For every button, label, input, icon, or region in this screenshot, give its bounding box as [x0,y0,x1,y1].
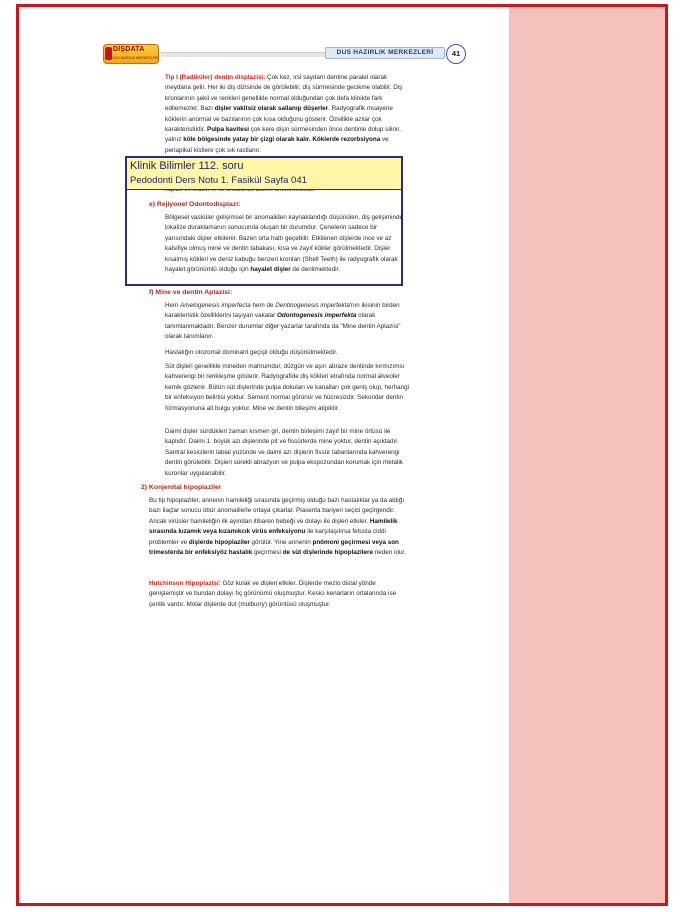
section-2-text-2: ile karşılaşılırsa fetusta ciddi problemler ve [149,528,386,546]
section-f-paragraph-2: Hastalığın otozomal dominant geçişli olduğu düşünülmektedir. [165,349,338,356]
side-panel [509,7,665,903]
section-f-italic-1: Amelogenesis imperfecta [180,302,251,309]
publisher-logo [103,44,159,64]
page-number: 41 [446,44,466,64]
tip1-text-2: . Radyografik muayene köklerin anormal ve bazılarının çok kısa olduğunu gösterir. Özellikle azılar çok karakteristiktir. [165,105,393,134]
logo-text: DİŞDATA [113,46,145,53]
section-2-text-1: Bu tip hipoplaziler, annenin hamileliği sırasında geçirmiş olduğu bazı hastalıklar ya da aldığı bazı ilaçlar sonucu öbür anomalilerle ortaya çıkarlar. Plasenta bariyeri seçici geçirgendir. Ancak virüsler hamileliğin ilk ayından itibaren bebeği ve dolayı ile dişleri etkiler. [149,497,405,525]
section-2-bold-4: de süt dişlerinde hipoplazilere [282,549,373,557]
section-e-text-1: Bölgesel vasküler gelişimsel bir anomaliden kaynaklandığı düşünülen, diş gelişiminde lokalize duraklamanın sonucunda oluşan bir durumdur. Çenelerin sadece bir yarısındaki dişler etkilenir. Bazen orta hattı geçebilir. Etkilenen dişlerde ince ve az kalsifiye olmuş mine ve dentin tabakası, kısa ve zayıf kökler görülmektedir. Dişler kısalmış kökleri ve deniz kabuğu benzeri kronları (Shell Teeth) ile radyografik olarak hayalet görünümlü olduğu için [165,214,404,274]
section-e-title: e) Rejiyonel Odontodisplazi: [149,201,241,208]
tip1-text-1: Çok kez, irsi saydam dentine paralel olarak meydana gelir. Her iki diş dizisinde de görülebilir, diş sürmesinde gecikme olabilir. Diş kronlarının şekil ve renkleri genellikle normal olduğundan çok defa klinikte fark edilemezler. Bazı [165,74,403,113]
header-label: DUS HAZIRLIK MERKEZLERİ [325,47,445,59]
tip1-text-4: ve periapikal kistlere çok sık rastlanır. [165,136,389,154]
section-2-bold-3: pnömoni geçirmesi veya son trimesterda bir enfeksiyöz hastalık [149,538,399,557]
section-f-text-d: olarak tanımlanmaktadır. Benzer durumlar diğer yazarlar tarafında da "Mine dentin Aplazisi" olarak tanımlanır. [165,312,401,341]
section-f-text-b: hem de [250,302,276,309]
document-frame [16,4,668,906]
document-page [19,7,509,903]
tip1-bold-2: Pulpa kavitesi [207,126,249,134]
section-2-text-4: geçirmesi [252,549,283,557]
annotation-box [125,156,403,286]
annotation-header [127,158,401,190]
section-f-text-c: 'nın ikisinin birden karakteristik özelliklerini taşıyan vakalar [165,302,400,320]
section-2-bold-2: dişlerde hipoplaziler [188,538,250,546]
hutchinson-paragraph [149,579,407,610]
annotation-line-2: Pedodonti Ders Notu 1. Fasikül Sayfa 041 [130,175,307,186]
section-2-title: 2) Konjenital hipoplaziler [141,484,222,491]
section-2-paragraph-1 [149,496,407,558]
annotation-line-1: Klinik Bilimler 112. soru [130,160,244,172]
section-2-text-3: görülür. Yine annenin [249,538,313,546]
section-e-bold: hayalet dişler [250,266,291,274]
section-2-bold-1: Hamilelik sırasında kızamık veya kızamıkcık virüs enfeksiyonu [149,517,398,536]
tip1-paragraph [165,73,409,156]
tip1-bold-3: köle bölgesinde yatay bir çizgi olarak kalır. Köklerde rezorbsiyona [183,136,381,144]
section-f-paragraph-3: Süt dişleri genellikle mineden mahrumdur, düzgün ve aşırı abraze dentinde kırmızımsı kahverengi bir renkleşme gösterir. Radyografide diş kökleri etrafında normal alveoler kemik gözlenir. Bütün süt dişlerinde pulpa dokuları ve kanalları çok geniş olup, herhangi bir enfeksiyon belirtisi yoktur. Sement normal görünür ve hücresizdir. Sekonder dentin formasyonuna ait bulgu yoktur. Mine ve dentin bileşimi atipiktir. [165,363,409,412]
section-e-text-2: de denilmektedir. [290,266,341,274]
tip1-title: Tip I (Radiküler) dentin displazisi: [165,74,266,81]
tip1-text-3: çok kere dişin sürmesinden önce dentinle dolup silinir, yalnız [165,126,401,144]
section-f-paragraph-1 [165,301,409,343]
logo-subtitle: DUS HAZIRLIK MERKEZLERİ [111,56,159,60]
section-f-text-a: Hem [165,302,181,309]
section-f-paragraph-4: Daimi dişler sürdükleri zaman kısmen gri, dentin birleşimi zayıf bir mine örtüsü ile kaplıdır. Daimi 1. büyük azı dişlerinde pit ve fissürlerde mine yoktur, dentin açıktadır. Santral kesicilerin labial yüzünde ve daimi azı dişlerin fissür tabanlarında kahverengi dentin görülebilir. Dişleri sürekli abrazyon ve pulpa ekspozundan korumak için metalik kuronlar uygulanabilir. [165,428,404,477]
hutchinson-title: Hutchinson Hipoplazisi: [149,580,221,587]
section-f-italic-3: Odontogenesis imperfekta [277,312,357,320]
tip1-bold-1: dişler vakitsiz olarak sallanıp düşerler [214,105,329,113]
section-f-italic-2: Dentinogenesis imperfekta [275,302,350,309]
section-f-title: f) Mine ve dentin Aplazisi: [149,289,233,296]
section-2-text-5: neden olur. [372,549,406,557]
hutchinson-text: Göz kulak ve dişleri etkiler. Dişlerde mezio distal yönde genişlemiştir ve bundan dolayı fıç görünümü oluşmuştur. Kesici kenarların ortalarında ise çentik vardır. Molar dişlerde dut (mulburry) görüntüsü oluşmuştur. [149,580,397,608]
